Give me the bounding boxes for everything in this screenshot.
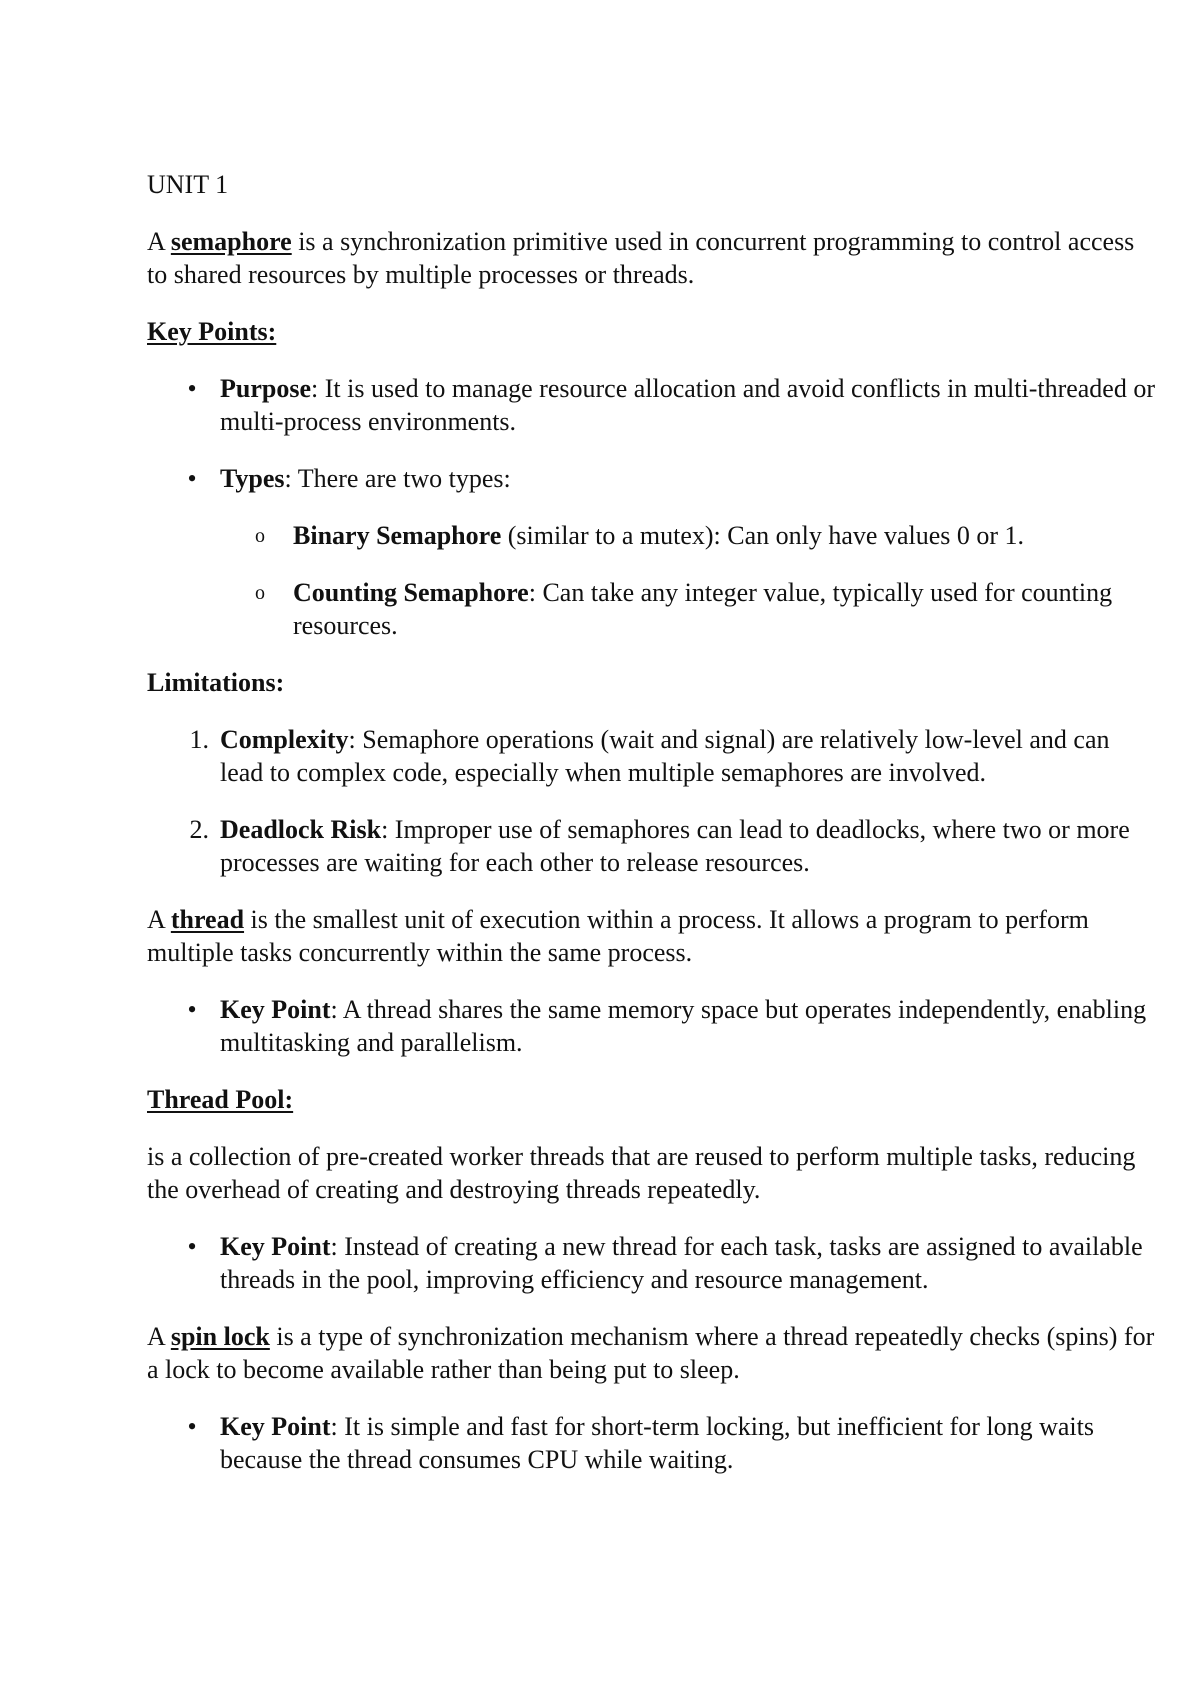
purpose-label: Purpose bbox=[220, 374, 311, 403]
types-text: : There are two types: bbox=[284, 464, 511, 493]
unit-title: UNIT 1 bbox=[147, 170, 229, 199]
thread-definition bbox=[147, 903, 1157, 969]
key-points-heading: Key Points: bbox=[147, 317, 277, 346]
sub-item-counting-semaphore bbox=[147, 576, 1157, 642]
list-number: 1. bbox=[189, 725, 209, 754]
types-label: Types bbox=[220, 464, 285, 493]
deadlock-label: Deadlock Risk bbox=[220, 815, 382, 844]
semaphore-prefix: A bbox=[147, 227, 171, 256]
binary-label: Binary Semaphore bbox=[293, 521, 502, 550]
thread-text: is the smallest unit of execution within a process. It allows a program to perform multiple tasks concurrently within the same process. bbox=[147, 905, 1089, 967]
counting-text: : Can take any integer value, typically used for counting resources. bbox=[293, 578, 1113, 640]
thread-term: thread bbox=[170, 905, 245, 934]
spin-lock-term: spin lock bbox=[170, 1322, 270, 1351]
document-page bbox=[147, 168, 1157, 1476]
thread-pool-definition: is a collection of pre-created worker threads that are reused to perform multiple tasks, reducing the overhead of creating and destroying threads repeatedly. bbox=[147, 1142, 1136, 1204]
bullet-marker: • bbox=[187, 1232, 197, 1261]
sub-item-binary-semaphore bbox=[147, 519, 1157, 552]
thread-pool-heading: Thread Pool: bbox=[147, 1085, 294, 1114]
limitations-heading: Limitations: bbox=[147, 668, 285, 697]
spin-lock-prefix: A bbox=[147, 1322, 171, 1351]
spin-lock-key-point-text: : It is simple and fast for short-term locking, but inefficient for long waits because the thread consumes CPU while waiting. bbox=[220, 1412, 1094, 1474]
semaphore-term: semaphore bbox=[170, 227, 292, 256]
bullet-marker: • bbox=[187, 464, 197, 493]
purpose-text: : It is used to manage resource allocation and avoid conflicts in multi-threaded or multi-process environments. bbox=[220, 374, 1156, 436]
thread-key-point-text: : A thread shares the same memory space but operates independently, enabling multitasking and parallelism. bbox=[220, 995, 1147, 1057]
list-item-types bbox=[147, 462, 1157, 495]
bullet-marker: • bbox=[187, 1412, 197, 1441]
thread-prefix: A bbox=[147, 905, 171, 934]
list-item-thread-pool-key-point bbox=[147, 1230, 1157, 1296]
list-item-purpose bbox=[147, 372, 1157, 438]
binary-text: (similar to a mutex): Can only have values 0 or 1. bbox=[501, 521, 1025, 550]
thread-pool-key-point-label: Key Point bbox=[220, 1232, 331, 1261]
spin-lock-text: is a type of synchronization mechanism where a thread repeatedly checks (spins) for a lock to become available rather than being put to sleep. bbox=[147, 1322, 1155, 1384]
semaphore-text: is a synchronization primitive used in concurrent programming to control access to shared resources by multiple processes or threads. bbox=[147, 227, 1135, 289]
deadlock-text: : Improper use of semaphores can lead to deadlocks, where two or more processes are waiting for each other to release resources. bbox=[220, 815, 1130, 877]
list-item-thread-key-point bbox=[147, 993, 1157, 1059]
list-item-deadlock-risk bbox=[147, 813, 1157, 879]
thread-key-point-label: Key Point bbox=[220, 995, 331, 1024]
semaphore-definition bbox=[147, 225, 1157, 291]
bullet-marker: • bbox=[187, 995, 197, 1024]
list-number: 2. bbox=[189, 815, 209, 844]
sub-bullet-marker: o bbox=[255, 582, 265, 604]
thread-pool-key-point-text: : Instead of creating a new thread for each task, tasks are assigned to available threads in the pool, improving efficiency and resource management. bbox=[220, 1232, 1143, 1294]
list-item-spin-lock-key-point bbox=[147, 1410, 1157, 1476]
complexity-label: Complexity bbox=[220, 725, 349, 754]
complexity-text: : Semaphore operations (wait and signal) are relatively low-level and can lead to complex code, especially when multiple semaphores are involved. bbox=[220, 725, 1110, 787]
spin-lock-key-point-label: Key Point bbox=[220, 1412, 331, 1441]
spin-lock-definition bbox=[147, 1320, 1157, 1386]
sub-bullet-marker: o bbox=[255, 525, 265, 547]
list-item-complexity bbox=[147, 723, 1157, 789]
counting-label: Counting Semaphore bbox=[293, 578, 529, 607]
bullet-marker: • bbox=[187, 374, 197, 403]
